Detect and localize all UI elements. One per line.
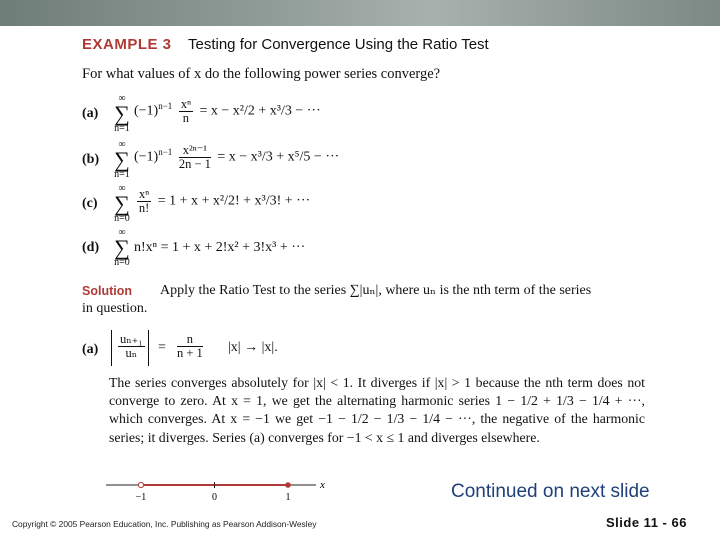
part-label: (c) [82,196,98,211]
solution-intro-continued: in question. [82,301,148,316]
number-line [106,476,336,502]
slide-number: Slide 11 - 66 [606,515,687,530]
tick-label: 1 [285,492,291,502]
part-label: (a) [82,106,99,121]
ratio-limit: |x| → |x|. [228,340,278,355]
part-label: (b) [82,152,100,167]
fraction-denominator: n [182,111,190,125]
ratio-denominator: uₙ [125,346,138,360]
series-expansion: = x − x²/2 + x³/3 − ··· [199,103,321,119]
part-label: (a) [82,342,99,357]
solution-paragraph: The series converges absolutely for |x| < 1. It diverges if |x| > 1 because the nth term does not converge to zero. At x = 1, we get the alternating harmonic series 1 − 1/2 + 1/3 − 1/4 + ···, which converges. At x = −1 we get −1 − 1/2 − 1/3 − 1/4 − ···, the negative of the harmonic series; it diverges. Series (a) converges for −1 < x ≤ 1 and diverges elsewhere. [109,375,645,445]
term-fraction [137,188,151,215]
series-expansion: = 1 + x + x²/2! + x³/3! + ··· [157,193,311,209]
tick-label: −1 [135,492,147,502]
sigma-icon: ∑ [114,147,130,172]
open-endpoint [138,482,143,487]
fraction-numerator: x²ⁿ⁻¹ [179,144,211,158]
series-expansion: = x − x³/3 + x⁵/5 − ··· [217,149,340,165]
axis-label: x [320,479,325,491]
series-expansion: n!xⁿ = 1 + x + 2!x² + 3!x³ + ··· [134,240,306,255]
fraction-denominator: 2n − 1 [178,157,211,171]
solution-label: Solution [82,284,132,298]
sum-upper-limit: ∞ [118,139,126,150]
equals-fraction [177,333,203,360]
continued-note: Continued on next slide [451,481,650,502]
closed-endpoint [285,482,291,488]
absolute-bar-right [148,330,149,366]
equals-numerator: n [177,333,203,347]
copyright-text: Copyright © 2005 Pearson Education, Inc. Publishing as Pearson Addison-Wesley [12,519,317,529]
summation-symbol [110,228,134,268]
series-expression [134,98,321,125]
question-text: For what values of x do the following power series converge? [82,66,441,82]
term-exponent: n−1 [158,147,173,158]
series-expression [134,188,310,215]
tick-label: 0 [212,492,217,502]
summation-symbol [110,140,134,180]
example-title: Testing for Convergence Using the Ratio Test [188,36,489,53]
ratio-fraction [118,333,145,360]
sum-upper-limit: ∞ [118,227,126,238]
sum-upper-limit: ∞ [118,183,126,194]
sigma-icon: ∑ [114,191,130,216]
sum-upper-limit: ∞ [118,93,126,104]
sum-lower-limit: n=0 [114,257,130,268]
absolute-bar-left [111,330,112,366]
fraction-numerator: xⁿ [139,187,150,201]
solution-intro: Apply the Ratio Test to the series ∑|uₙ|, where uₙ is the nth term of the series [160,283,592,298]
solution-part-a-ratio [82,328,382,368]
term-fraction [179,144,211,171]
summation-symbol [110,94,134,134]
term-exponent: n−1 [158,101,173,112]
term-sign: (−1) [134,149,159,165]
example-label: EXAMPLE 3 [82,36,172,53]
sigma-icon: ∑ [114,235,130,260]
sum-lower-limit: n=0 [114,213,130,224]
series-expression [134,240,305,256]
fraction-denominator: n! [138,201,150,215]
summation-symbol [110,184,134,224]
ratio-numerator: uₙ₊₁ [120,332,143,346]
part-label: (d) [82,240,100,255]
equals-sign: = [158,340,166,355]
series-expression [134,144,339,171]
sum-lower-limit: n=1 [114,123,130,134]
fraction-numerator: xⁿ [180,97,191,111]
term-fraction [179,98,193,125]
equals-denominator: n + 1 [177,346,203,360]
sigma-icon: ∑ [114,101,130,126]
sum-lower-limit: n=1 [114,169,130,180]
term-sign: (−1) [134,103,159,119]
